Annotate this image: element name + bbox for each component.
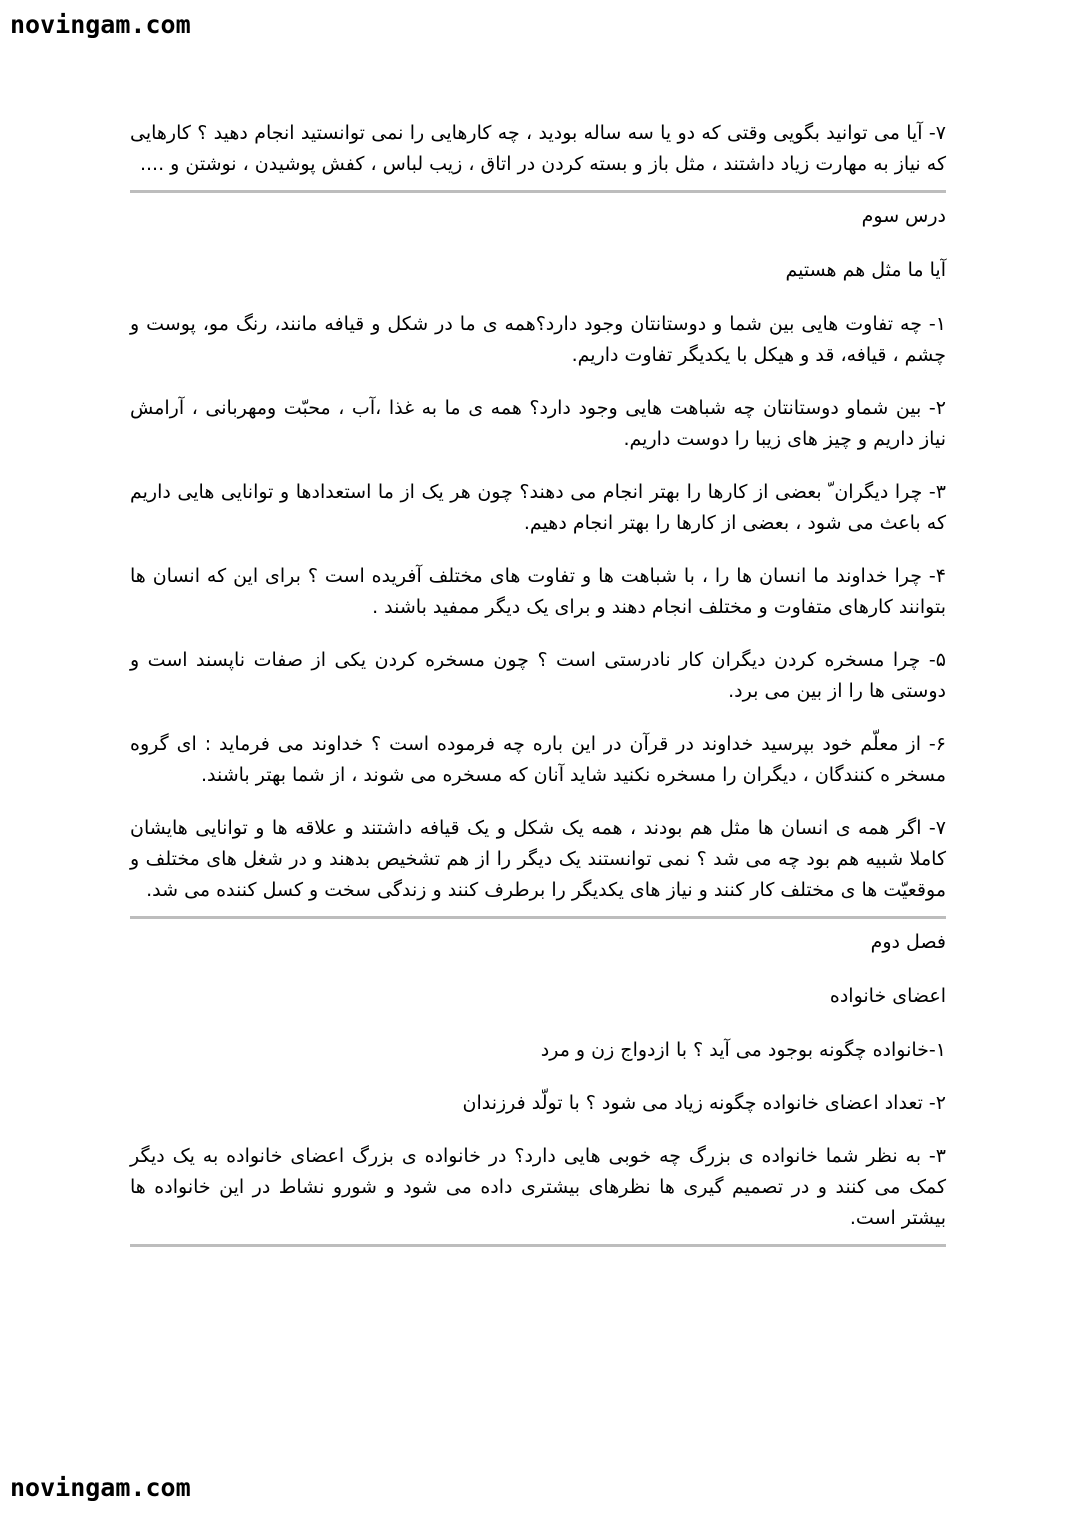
watermark-top: novingam.com xyxy=(10,10,191,39)
lesson-3-subtitle: آیا ما مثل هم هستیم xyxy=(785,259,946,281)
divider-2 xyxy=(130,916,946,919)
lesson-3-question-3: ۳- چرا دیگران ّ بعضی از کارها را بهتر انجام می دهند؟ چون هر یک از ما استعدادها و توانایی هایی داریم که باعث می شود ، بعضی از کارها را بهتر انجام دهیم. xyxy=(130,481,946,534)
chapter-2-title: فصل دوم xyxy=(870,931,946,953)
lesson-3-question-6: ۶- از معلّم خود بپرسید خداوند در قرآن در این باره چه فرموده است ؟ خداوند می فرماید : ای گروه مسخر ه کنندگان ، دیگران را مسخره نکنید شاید آنان که مسخره می شوند ، از شما بهتر باشند. xyxy=(130,733,946,786)
lesson-3-question-1: ۱- چه تفاوت هایی بین شما و دوستانتان وجود دارد؟همه ی ما در شکل و قیافه مانند، رنگ مو، پوست و چشم ، قیافه، قد و هیکل با یکدیگر تفاوت داریم. xyxy=(130,313,946,366)
block1-question-7: ۷- آیا می توانید بگویی وقتی که دو یا سه ساله بودید ، چه کارهایی را نمی توانستید انجام دهید ؟ کارهایی که نیاز به مهارت زیاد داشتند ، مثل باز و بسته کردن در اتاق ، زیب لباس ، کفش پوشیدن ، نوشتن و .... xyxy=(130,122,946,175)
lesson-3-question-4: ۴- چرا خداوند ما انسان ها را ، با شباهت ها و تفاوت های مختلف آفریده است ؟ برای این که انسان ها بتوانند کارهای متفاوت و مختلف انجام دهند و برای یک دیگر ممفید باشند . xyxy=(130,565,946,618)
chapter-2-question-2: ۲- تعداد اعضای خانواده چگونه زیاد می شود ؟ با تولّد فرزندان xyxy=(462,1092,946,1114)
chapter-2-question-3: ۳- به نظر شما خانواده ی بزرگ چه خوبی هایی دارد؟ در خانواده ی بزرگ اعضای خانواده به یک دیگر کمک می کنند و در تصمیم گیری ها نظرهای بیشتری داده می شود و شورو نشاط در این خانواده ها بیشتر است. xyxy=(130,1145,946,1229)
document-body xyxy=(130,118,946,1255)
divider-1 xyxy=(130,190,946,193)
divider-3 xyxy=(130,1244,946,1247)
watermark-bottom: novingam.com xyxy=(10,1473,191,1502)
lesson-3-title: درس سوم xyxy=(861,205,946,227)
chapter-2-question-1: ۱-خانواده چگونه بوجود می آید ؟ با ازدواج زن و مرد xyxy=(540,1039,946,1061)
lesson-3-question-2: ۲- بین شماو دوستانتان چه شباهت هایی وجود دارد؟ همه ی ما به غذا ،آب ، محبّت ومهربانی ، آرامش نیاز داریم و چیز های زیبا را دوست داریم. xyxy=(130,397,946,450)
lesson-3-question-7: ۷- اگر همه ی انسان ها مثل هم بودند ، همه یک شکل و یک قیافه داشتند و علاقه ها و توانایی هایشان کاملا شبیه هم بود چه می شد ؟ نمی توانستند یک دیگر را از هم تشخیص بدهند و در شغل های مختلف و موقعیّت ها ی مختلف کار کنند و نیاز های یکدیگر را برطرف کنند و زندگی سخت و کسل کننده می شد. xyxy=(130,817,946,901)
chapter-2-subtitle: اعضای خانواده xyxy=(829,985,946,1007)
lesson-3-question-5: ۵- چرا مسخره کردن دیگران کار نادرستی است ؟ چون مسخره کردن یکی از صفات ناپسند است و دوستی ها را از بین می برد. xyxy=(130,649,946,702)
